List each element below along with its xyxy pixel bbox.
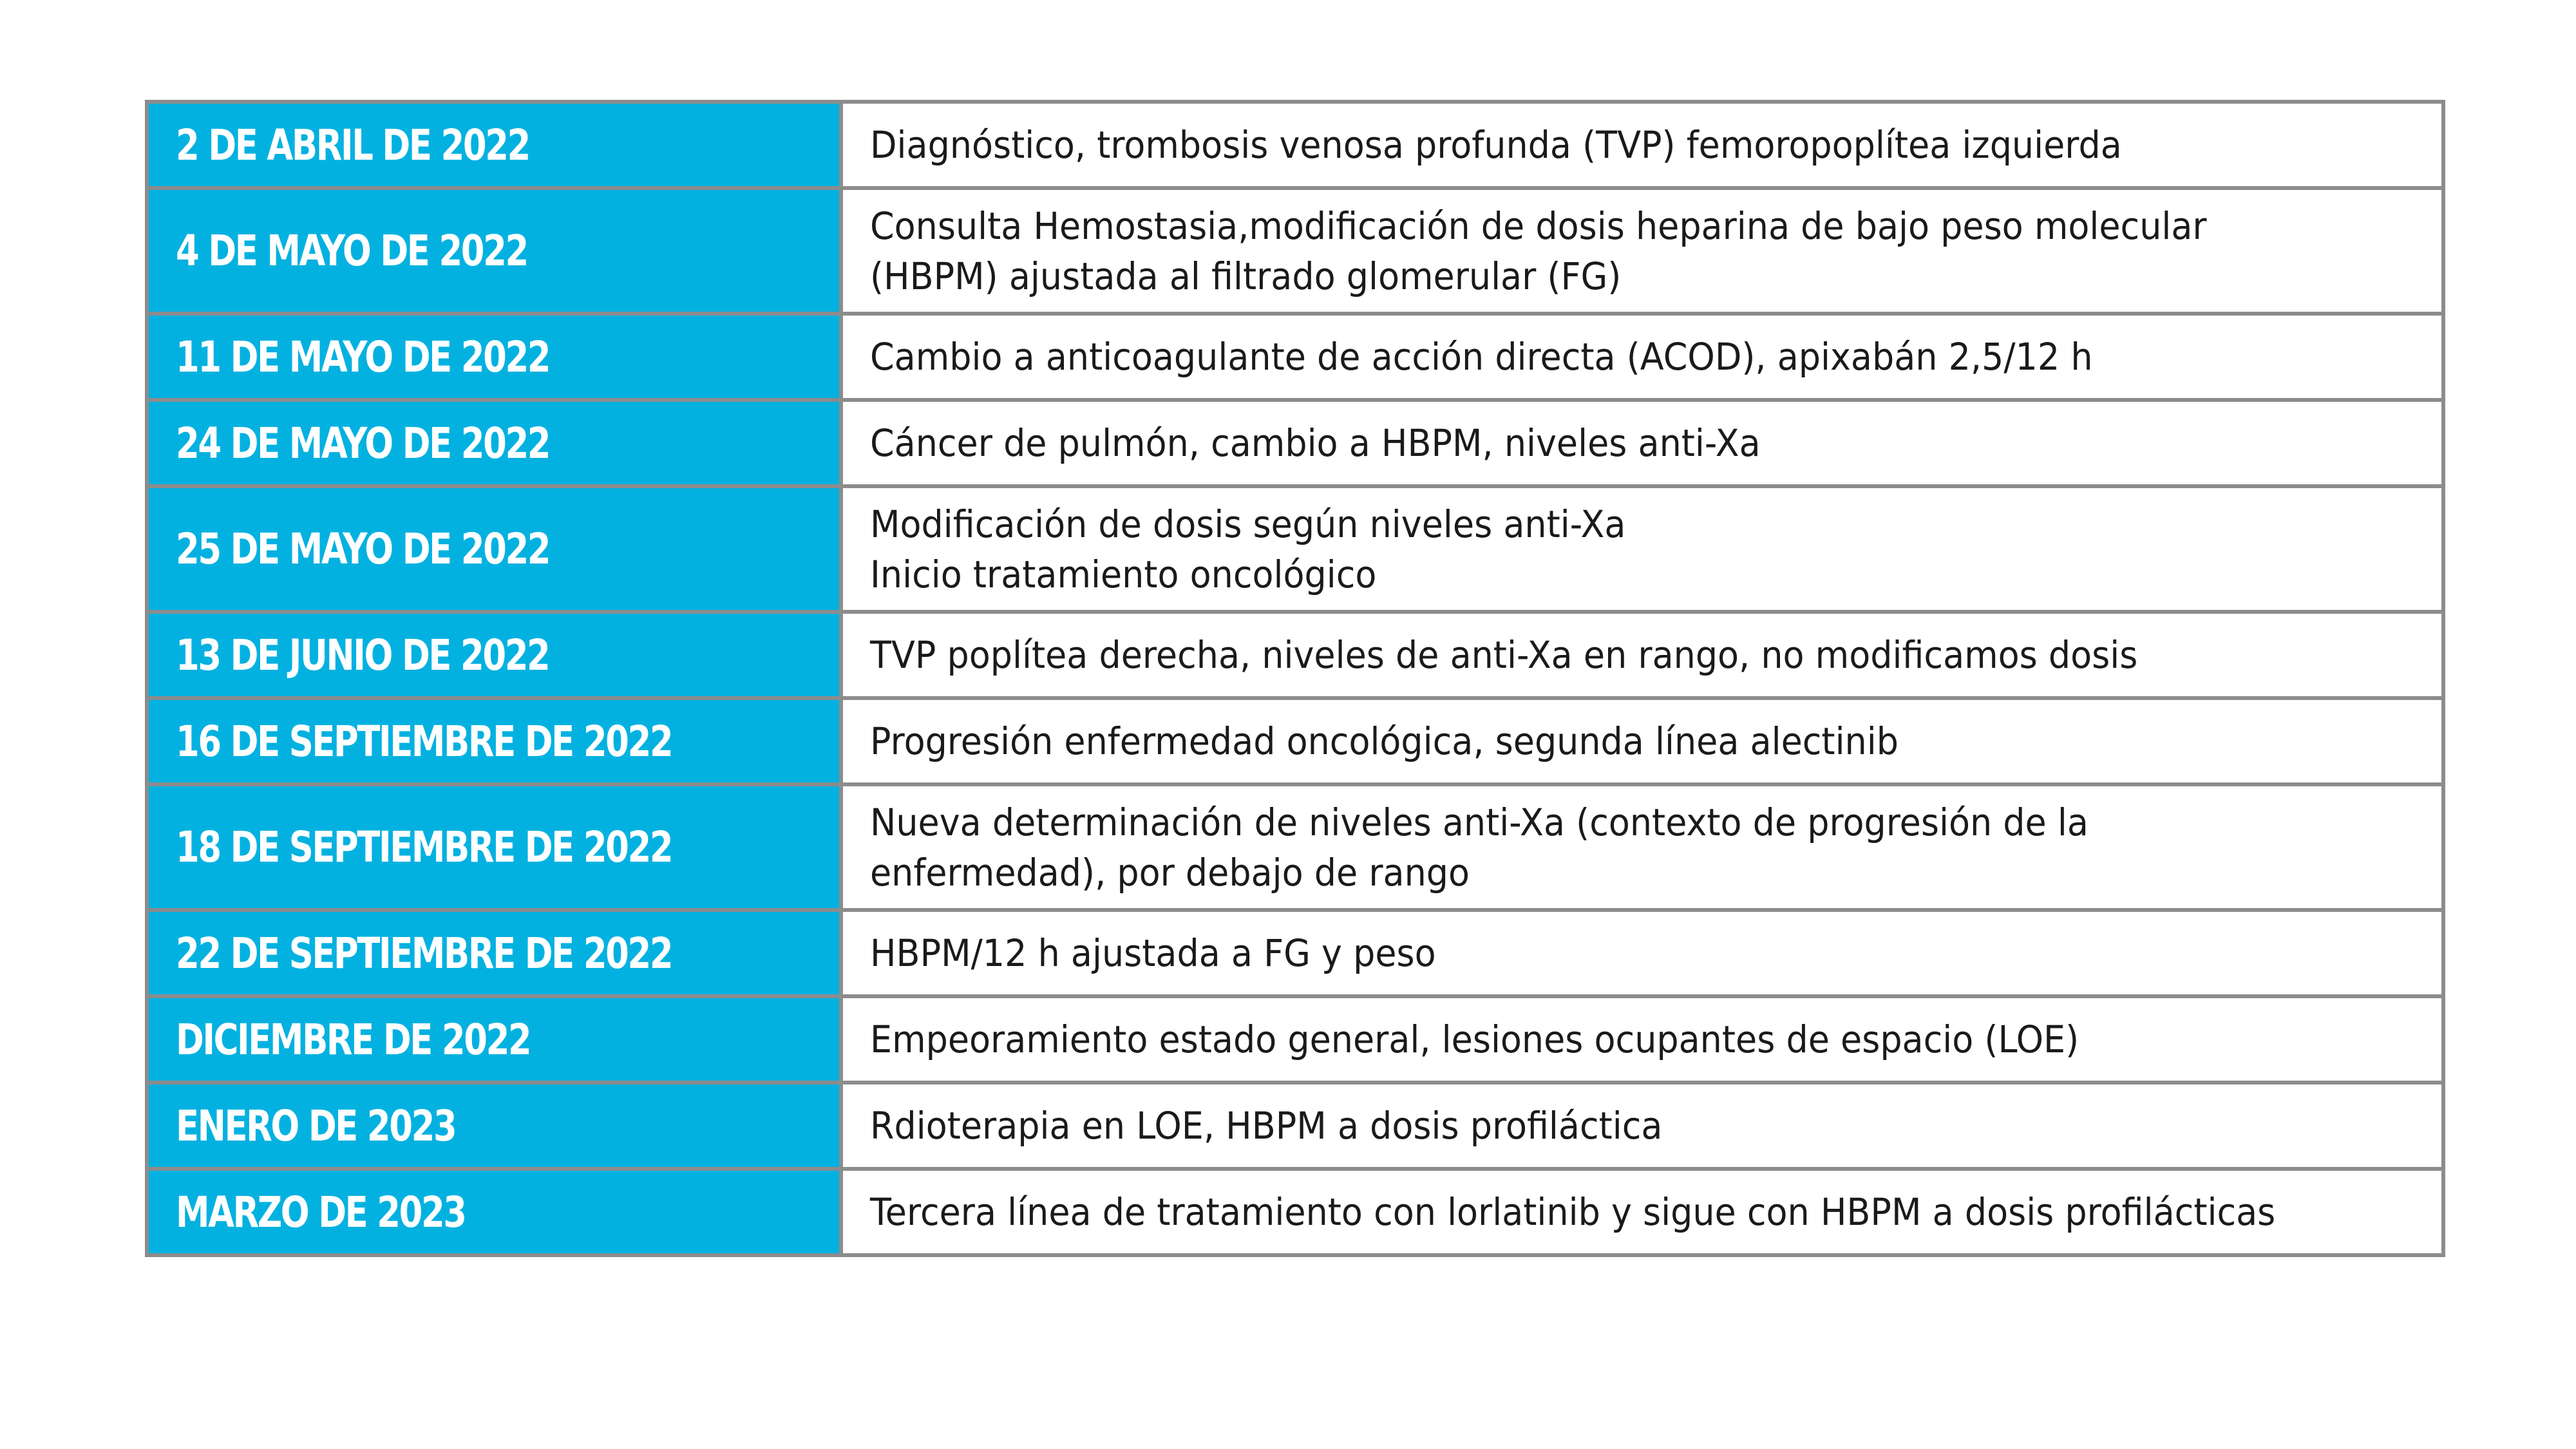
table-row [147, 188, 2443, 314]
event-cell [841, 996, 2443, 1083]
date-cell [147, 1169, 841, 1255]
event-cell [841, 612, 2443, 698]
event-description: Rdioterapia en LOE, HBPM a dosis profiláctica [870, 1104, 1663, 1148]
date-cell [147, 784, 841, 910]
date-label: MARZO DE 2023 [176, 1187, 466, 1237]
table-row [147, 486, 2443, 612]
event-description: Cáncer de pulmón, cambio a HBPM, niveles anti-Xa [870, 421, 1761, 465]
date-label: 25 DE MAYO DE 2022 [176, 524, 550, 574]
event-cell [841, 188, 2443, 314]
timeline-table [145, 100, 2445, 1257]
event-cell [841, 314, 2443, 400]
event-description: HBPM/12 h ajustada a FG y peso [870, 931, 1436, 975]
event-cell [841, 102, 2443, 188]
event-description: Modificación de dosis según niveles anti-Xa Inicio tratamiento oncológico [870, 502, 1626, 596]
event-cell [841, 400, 2443, 486]
event-description: Tercera línea de tratamiento con lorlatinib y sigue con HBPM a dosis profilácticas [870, 1190, 2276, 1234]
event-description: Diagnóstico, trombosis venosa profunda (TVP) femoropoplítea izquierda [870, 123, 2122, 167]
event-cell [841, 1083, 2443, 1169]
table-row [147, 698, 2443, 784]
date-label: 24 DE MAYO DE 2022 [176, 418, 550, 468]
table-row [147, 1083, 2443, 1169]
date-cell [147, 400, 841, 486]
date-cell [147, 1083, 841, 1169]
table-row [147, 784, 2443, 910]
date-cell [147, 188, 841, 314]
date-label: 13 DE JUNIO DE 2022 [176, 630, 549, 680]
date-label: DICIEMBRE DE 2022 [176, 1014, 531, 1065]
date-label: 2 DE ABRIL DE 2022 [176, 120, 529, 170]
date-cell [147, 996, 841, 1083]
table-row [147, 102, 2443, 188]
event-description: Consulta Hemostasia,modificación de dosis heparina de bajo peso molecular (HBPM) ajustada al filtrado glomerular (FG) [870, 204, 2207, 298]
date-label: 18 DE SEPTIEMBRE DE 2022 [176, 822, 672, 872]
date-label: 22 DE SEPTIEMBRE DE 2022 [176, 928, 672, 978]
event-cell [841, 910, 2443, 996]
table-row [147, 910, 2443, 996]
event-description: Nueva determinación de niveles anti-Xa (contexto de progresión de la enfermedad), por debajo de rango [870, 800, 2088, 895]
event-description: Empeoramiento estado general, lesiones ocupantes de espacio (LOE) [870, 1018, 2079, 1061]
date-label: 11 DE MAYO DE 2022 [176, 332, 550, 382]
table-row [147, 612, 2443, 698]
table-row [147, 314, 2443, 400]
event-cell [841, 1169, 2443, 1255]
date-cell [147, 102, 841, 188]
date-cell [147, 314, 841, 400]
event-cell [841, 698, 2443, 784]
table-row [147, 1169, 2443, 1255]
event-description: TVP poplítea derecha, niveles de anti-Xa en rango, no modificamos dosis [870, 633, 2138, 677]
date-cell [147, 486, 841, 612]
table-row [147, 400, 2443, 486]
event-cell [841, 486, 2443, 612]
table-row [147, 996, 2443, 1083]
date-label: 4 DE MAYO DE 2022 [176, 226, 527, 276]
event-description: Cambio a anticoagulante de acción directa (ACOD), apixabán 2,5/12 h [870, 335, 2093, 379]
date-cell [147, 698, 841, 784]
date-cell [147, 612, 841, 698]
event-cell [841, 784, 2443, 910]
date-cell [147, 910, 841, 996]
date-label: 16 DE SEPTIEMBRE DE 2022 [176, 716, 672, 766]
date-label: ENERO DE 2023 [176, 1101, 456, 1151]
event-description: Progresión enfermedad oncológica, segunda línea alectinib [870, 719, 1899, 763]
